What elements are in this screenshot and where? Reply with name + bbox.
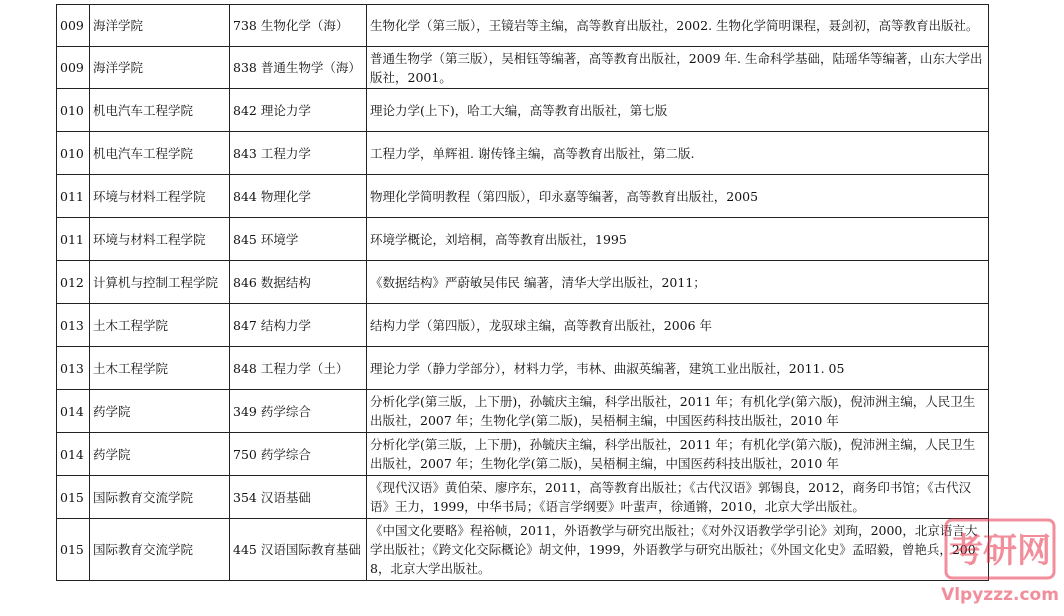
table-row [57,390,989,433]
school-code-cell: 013 [57,347,90,390]
exam-subject-cell: 838 普通生物学（海） [230,47,367,89]
school-name-cell: 土木工程学院 [90,304,230,347]
school-name-cell: 土木工程学院 [90,347,230,390]
exam-subject-cell: 738 生物化学（海） [230,5,367,47]
table-row [57,433,989,476]
school-name-cell: 药学院 [90,433,230,476]
watermark-logo [940,512,1060,612]
school-code-cell: 012 [57,261,90,304]
school-name-cell: 环境与材料工程学院 [90,218,230,261]
school-name-cell: 机电汽车工程学院 [90,89,230,132]
school-code-cell: 015 [57,519,90,581]
school-code-cell: 013 [57,304,90,347]
table-row [57,476,989,519]
exam-subject-cell: 847 结构力学 [230,304,367,347]
school-name-cell: 国际教育交流学院 [90,519,230,581]
reference-books-cell: 《数据结构》严蔚敏吴伟民 编著，清华大学出版社，2011； [367,261,989,304]
exam-subject-cell: 848 工程力学（土） [230,347,367,390]
watermark-main-text: 考研网 [949,531,1051,571]
table-row [57,261,989,304]
school-code-cell: 010 [57,132,90,175]
reference-books-cell: 理论力学（静力学部分），材料力学，韦林、曲淑英编著，建筑工业出版社，2011. 05 [367,347,989,390]
school-name-cell: 机电汽车工程学院 [90,132,230,175]
reference-books-cell: 结构力学（第四版），龙驭球主编，高等教育出版社，2006 年 [367,304,989,347]
table-row [57,47,989,89]
school-name-cell: 海洋学院 [90,47,230,89]
watermark-sub-text: Vlpyzzz.com [941,585,1059,605]
table-row [57,347,989,390]
reference-books-cell: 普通生物学（第三版），吴相钰等编著，高等教育出版社，2009 年. 生命科学基础，陆瑶华等编著，山东大学出版社，2001。 [367,47,989,89]
exam-subject-cell: 843 工程力学 [230,132,367,175]
table-row [57,218,989,261]
exam-subject-cell: 445 汉语国际教育基础 [230,519,367,581]
reference-books-cell: 《中国文化要略》程裕帧，2011，外语教学与研究出版社；《对外汉语教学学引论》刘珣，2000，北京语言大学出版社；《跨文化交际概论》胡文仲，1999，外语教学与研究出版社；《外国文化史》孟昭毅，曾艳兵，2008，北京大学出版社。 [367,519,989,581]
school-code-cell: 011 [57,218,90,261]
table-row [57,304,989,347]
exam-subject-cell: 846 数据结构 [230,261,367,304]
exam-subject-cell: 349 药学综合 [230,390,367,433]
school-name-cell: 药学院 [90,390,230,433]
table-row [57,519,989,581]
school-code-cell: 010 [57,89,90,132]
school-name-cell: 国际教育交流学院 [90,476,230,519]
table-body [57,5,989,581]
school-name-cell: 海洋学院 [90,5,230,47]
school-name-cell: 环境与材料工程学院 [90,175,230,218]
reference-books-cell: 工程力学，单辉祖. 谢传锋主编，高等教育出版社，第二版. [367,132,989,175]
table-row [57,89,989,132]
reference-books-cell: 《现代汉语》黄伯荣、廖序东，2011，高等教育出版社；《古代汉语》郭锡良，2012，商务印书馆；《古代汉语》王力，1999，中华书局；《语言学纲要》叶蜚声，徐通锵，2010，北京大学出版社。 [367,476,989,519]
exam-subject-cell: 845 环境学 [230,218,367,261]
school-name-cell: 计算机与控制工程学院 [90,261,230,304]
reference-book-table [56,4,989,581]
school-code-cell: 014 [57,390,90,433]
reference-books-cell: 分析化学(第三版，上下册)，孙毓庆主编，科学出版社，2011 年；有机化学(第六版)，倪沛洲主编，人民卫生出版社，2007 年；生物化学(第二版)，吴梧桐主编，中国医药科技出版社，2010 年 [367,433,989,476]
reference-books-cell: 物理化学简明教程（第四版），印永嘉等编著，高等教育出版社，2005 [367,175,989,218]
reference-books-cell: 分析化学(第三版，上下册)，孙毓庆主编，科学出版社，2011 年；有机化学(第六版)，倪沛洲主编，人民卫生出版社，2007 年；生物化学(第二版)，吴梧桐主编，中国医药科技出版社，2010 年 [367,390,989,433]
table-row [57,132,989,175]
exam-subject-cell: 354 汉语基础 [230,476,367,519]
exam-subject-cell: 842 理论力学 [230,89,367,132]
exam-subject-cell: 750 药学综合 [230,433,367,476]
school-code-cell: 011 [57,175,90,218]
school-code-cell: 014 [57,433,90,476]
table-row [57,175,989,218]
table-row [57,5,989,47]
school-code-cell: 009 [57,5,90,47]
school-code-cell: 015 [57,476,90,519]
reference-books-cell: 环境学概论，刘培桐，高等教育出版社，1995 [367,218,989,261]
reference-books-cell: 理论力学(上下)，哈工大编，高等教育出版社，第七版 [367,89,989,132]
exam-subject-cell: 844 物理化学 [230,175,367,218]
reference-books-cell: 生物化学（第三版），王镜岩等主编，高等教育出版社，2002. 生物化学简明课程，聂剑初，高等教育出版社。 [367,5,989,47]
school-code-cell: 009 [57,47,90,89]
